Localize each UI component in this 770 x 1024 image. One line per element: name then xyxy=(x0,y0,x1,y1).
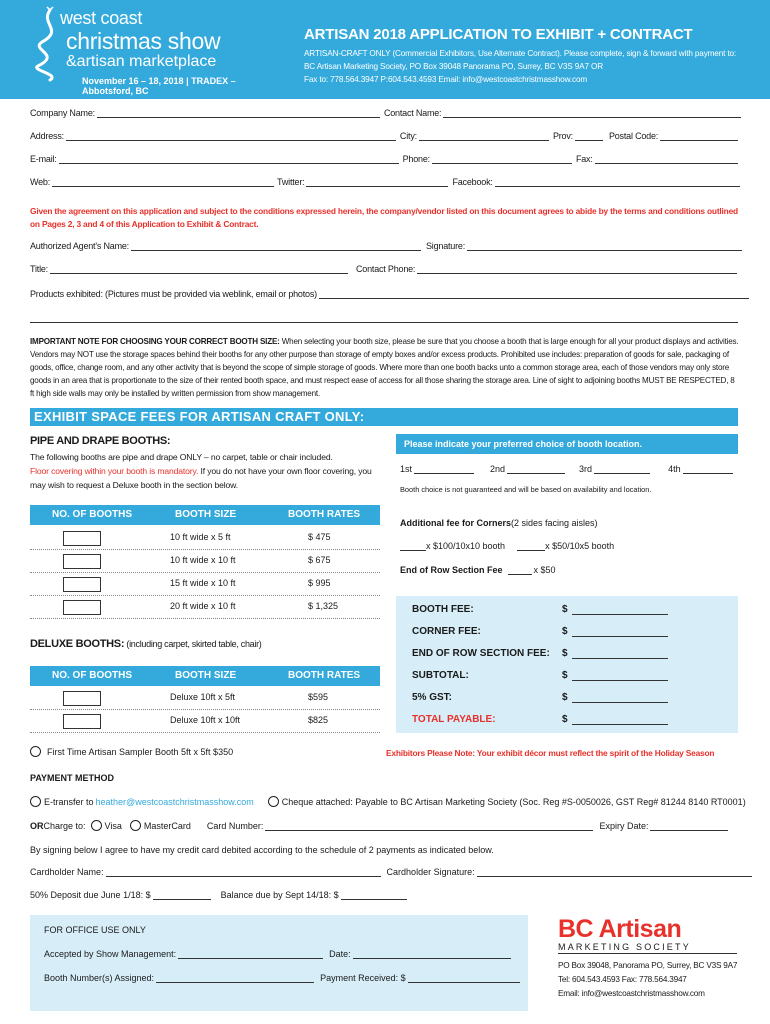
city-label: City: xyxy=(399,131,417,141)
booth-fee-label: BOOTH FEE: xyxy=(412,604,474,615)
products-row xyxy=(30,289,749,299)
col-booth-size: BOOTH SIZE xyxy=(175,509,237,520)
col-num-booths: NO. OF BOOTHS xyxy=(52,509,132,520)
table-row xyxy=(30,527,380,550)
payment-received-label: Payment Received: $ xyxy=(320,973,406,983)
logo-line-3: &artisan marketplace xyxy=(66,53,217,70)
end-row-fee-row xyxy=(400,565,556,575)
end-row-fee-field[interactable] xyxy=(572,658,668,659)
instructions-line-3: Fax to: 778.564.3947 P:604.543.4593 Email: info@westcoastchristmasshow.com xyxy=(304,75,588,84)
address-row xyxy=(30,131,738,141)
booth-numbers-label: Booth Number(s) Assigned: xyxy=(44,973,155,983)
logo-line-2: christmas show xyxy=(66,28,221,54)
booth-rate: $ 475 xyxy=(308,532,331,542)
corner-fee-row xyxy=(412,626,732,637)
deluxe-title-text: DELUXE BOOTHS: xyxy=(30,638,125,650)
cheque-label: Cheque attached: Payable to BC Artisan Marketing Society (Soc. Reg #S-0050026, GST Reg# 81244 8140 RT0001) xyxy=(281,797,746,807)
title-field[interactable] xyxy=(50,264,348,274)
corner-fee-label: CORNER FEE: xyxy=(412,626,481,637)
corner-10x10-label: x $100/10x10 booth xyxy=(426,541,506,551)
cardholder-name-label: Cardholder Name: xyxy=(30,867,104,877)
authorized-agent-label: Authorized Agent's Name: xyxy=(30,241,129,251)
end-row-fee-label: END OF ROW SECTION FEE: xyxy=(412,648,550,659)
sampler-booth-label: First Time Artisan Sampler Booth 5ft x 5ft $350 xyxy=(47,747,234,757)
postal-code-field[interactable] xyxy=(660,131,738,141)
email-row xyxy=(30,154,738,164)
dollar-sign: $ xyxy=(562,692,568,703)
cardholder-name-field[interactable] xyxy=(106,867,381,877)
deposit-field[interactable] xyxy=(153,890,211,900)
page-title: ARTISAN 2018 APPLICATION TO EXHIBIT + CONTRACT xyxy=(304,26,693,43)
corner-10x5-label: x $50/10x5 booth xyxy=(545,541,615,551)
web-field[interactable] xyxy=(52,177,274,187)
pipe-drape-title: PIPE AND DRAPE BOOTHS: xyxy=(30,435,171,447)
third-choice-label: 3rd xyxy=(579,464,593,474)
office-row-2 xyxy=(44,973,520,983)
bc-artisan-contact xyxy=(558,959,737,1001)
contact-name-field[interactable] xyxy=(443,108,741,118)
fourth-choice-field[interactable] xyxy=(683,464,733,474)
col-booth-rates: BOOTH RATES xyxy=(288,509,361,520)
table-row xyxy=(30,687,380,710)
etransfer-radio[interactable] xyxy=(30,796,41,807)
date-label: Date: xyxy=(329,949,351,959)
authorized-agent-field[interactable] xyxy=(131,241,421,251)
bc-artisan-subtitle: MARKETING SOCIETY xyxy=(558,942,737,954)
card-number-label: Card Number: xyxy=(206,821,264,831)
office-title: FOR OFFICE USE ONLY xyxy=(44,925,146,935)
card-number-field[interactable] xyxy=(265,821,593,831)
dollar-sign: $ xyxy=(562,648,568,659)
first-choice-label: 1st xyxy=(400,464,413,474)
booth-size: 10 ft wide x 10 ft xyxy=(170,555,236,565)
payment-method-title: PAYMENT METHOD xyxy=(30,773,115,783)
pipe-text-2: If you do not have your own floor covering, you may wish to request a Deluxe booth in the section below. xyxy=(30,466,372,490)
agent-row xyxy=(30,241,742,251)
fax-field[interactable] xyxy=(595,154,738,164)
show-logo xyxy=(20,4,280,94)
end-row-value: x $50 xyxy=(533,565,556,575)
sampler-booth-row xyxy=(30,746,233,757)
email-label: E-mail: xyxy=(30,154,57,164)
corners-row xyxy=(400,518,598,528)
visa-radio[interactable] xyxy=(91,820,102,831)
corners-label: Additional fee for Corners xyxy=(400,518,512,528)
twitter-label: Twitter: xyxy=(277,177,305,187)
fax-label: Fax: xyxy=(575,154,593,164)
total-payable-field[interactable] xyxy=(572,724,668,725)
booth-fee-field[interactable] xyxy=(572,614,668,615)
booth-size: 10 ft wide x 5 ft xyxy=(170,532,231,542)
fourth-choice-label: 4th xyxy=(668,464,681,474)
cardholder-signature-field[interactable] xyxy=(477,867,752,877)
booth-qty-input[interactable] xyxy=(63,554,101,569)
consent-text: By signing below I agree to have my credit card debited according to the schedule of 2 payments as indicated below. xyxy=(30,845,494,855)
sampler-booth-radio[interactable] xyxy=(30,746,41,757)
booth-rate: $ 995 xyxy=(308,578,331,588)
balance-field[interactable] xyxy=(341,890,407,900)
show-dates: November 16 – 18, 2018 | TRADEX – Abbotsford, BC xyxy=(82,76,236,96)
table-row xyxy=(30,710,380,733)
accepted-label: Accepted by Show Management: xyxy=(44,949,177,959)
booth-qty-input[interactable] xyxy=(63,600,101,615)
corners-sub: (2 sides facing aisles) xyxy=(511,518,598,528)
company-name-label: Company Name: xyxy=(30,108,95,118)
products-row-2 xyxy=(30,313,738,323)
agreement-text: Given the agreement on this application and subject to the conditions expressed herein, the company/vendor listed on this document agrees to abide by the terms and conditions outlined on Pages 2, 3 and 4 of this Application to Exhibit & Contract. xyxy=(30,206,738,229)
booth-fee-row xyxy=(412,604,732,615)
address-label: Address: xyxy=(30,131,64,141)
table-row xyxy=(30,596,380,619)
bc-email: Email: info@westcoastchristmasshow.com xyxy=(558,989,705,998)
balance-label: Balance due by Sept 14/18: $ xyxy=(220,890,339,900)
booth-preference-bar: Please indicate your preferred choice of booth location. xyxy=(396,434,738,454)
web-label: Web: xyxy=(30,177,51,187)
booth-size: Deluxe 10ft x 5ft xyxy=(170,692,236,702)
deposit-row xyxy=(30,890,407,900)
prov-label: Prov: xyxy=(552,131,573,141)
header-banner xyxy=(0,0,770,99)
preference-disclaimer: Booth choice is not guaranteed and will be based on availability and location. xyxy=(400,485,652,494)
bc-artisan-logo xyxy=(558,915,737,1001)
facebook-label: Facebook: xyxy=(452,177,493,187)
dollar-sign: $ xyxy=(562,670,568,681)
corner-10x10-field[interactable] xyxy=(400,541,426,551)
gst-row xyxy=(412,692,732,703)
holiday-decor-note: Exhibitors Please Note: Your exhibit décor must reflect the spirit of the Holiday Season xyxy=(386,748,715,758)
instructions-line-2: BC Artisan Marketing Society, PO Box 39048 Panorama PO, Surrey, BC V3S 9A7 OR xyxy=(304,62,603,71)
bc-address: PO Box 39048, Panorama PO, Surrey, BC V3S 9A7 xyxy=(558,961,738,970)
booth-size: 20 ft wide x 10 ft xyxy=(170,601,236,611)
deposit-label: 50% Deposit due June 1/18: $ xyxy=(30,890,151,900)
subtotal-field[interactable] xyxy=(572,680,668,681)
booth-qty-input[interactable] xyxy=(63,531,101,546)
phone-label: Phone: xyxy=(402,154,430,164)
bc-artisan-title: BC Artisan xyxy=(558,915,682,943)
booth-qty-input[interactable] xyxy=(63,577,101,592)
title-label: Title: xyxy=(30,264,48,274)
dollar-sign: $ xyxy=(562,626,568,637)
col-num-booths: NO. OF BOOTHS xyxy=(52,670,132,681)
end-row-label: End of Row Section Fee xyxy=(400,565,503,575)
fee-summary-box xyxy=(396,596,738,733)
etransfer-email-link[interactable]: heather@westcoastchristmasshow.com xyxy=(95,797,254,807)
twitter-field[interactable] xyxy=(306,177,448,187)
table-row xyxy=(30,550,380,573)
credit-card-row xyxy=(30,820,728,831)
col-booth-rates: BOOTH RATES xyxy=(288,670,361,681)
logo-line-1: west coast xyxy=(60,8,143,28)
note-body: When selecting your booth size, please be sure that you choose a booth that is large enough for all your product displays and activities. Vendors may NOT use the storage spaces behind their booths for any other purpose than storage of empty boxes and/or excess products. Prohibited use includes: preparation of goods for sale, packaging of goods, office, change room, and any other activity that is beyond the scope of simple storage of goods. Where more than one booth backs unto a common storage area, each of those vendors may only store goods in an area that is proportionate to the size of their rented booth space, and must respect ease of access for all those sharing the storage area. Line of sight to adjoining booths MUST BE RESPECTED, 8 ft high side walls may only be installed by written permission from show management. xyxy=(30,337,739,398)
booth-rate: $ 675 xyxy=(308,555,331,565)
expiry-field[interactable] xyxy=(650,821,728,831)
company-name-field[interactable] xyxy=(97,108,380,118)
deluxe-title xyxy=(30,638,261,650)
products-label: Products exhibited: (Pictures must be provided via weblink, email or photos) xyxy=(30,289,317,299)
corner-fee-field[interactable] xyxy=(572,636,668,637)
email-field[interactable] xyxy=(59,154,399,164)
contact-phone-label: Contact Phone: xyxy=(355,264,416,274)
cardholder-signature-label: Cardholder Signature: xyxy=(386,867,475,877)
booth-size-note xyxy=(30,335,740,400)
second-choice-field[interactable] xyxy=(507,464,565,474)
title-row xyxy=(30,264,737,274)
note-heading: IMPORTANT NOTE FOR CHOOSING YOUR CORRECT BOOTH SIZE: xyxy=(30,337,280,346)
dollar-sign: $ xyxy=(562,714,568,725)
postal-code-label: Postal Code: xyxy=(608,131,659,141)
products-field-2[interactable] xyxy=(30,313,738,323)
contact-name-label: Contact Name: xyxy=(383,108,442,118)
dollar-sign: $ xyxy=(562,604,568,615)
city-field[interactable] xyxy=(419,131,549,141)
preference-row xyxy=(400,464,733,474)
gst-field[interactable] xyxy=(572,702,668,703)
instructions-line-1: ARTISAN-CRAFT ONLY (Commercial Exhibitors, Use Alternate Contract). Please complete, sign & forward with payment to: xyxy=(304,49,737,58)
pipe-table-header xyxy=(30,505,380,525)
company-row xyxy=(30,108,741,118)
booth-qty-input[interactable] xyxy=(63,691,101,706)
date-field[interactable] xyxy=(353,949,511,959)
phone-field[interactable] xyxy=(432,154,572,164)
cardholder-row xyxy=(30,867,752,877)
subtotal-row xyxy=(412,670,732,681)
accepted-field[interactable] xyxy=(178,949,323,959)
subtotal-label: SUBTOTAL: xyxy=(412,670,469,681)
total-payable-row xyxy=(412,714,732,725)
booth-size: Deluxe 10ft x 10ft xyxy=(170,715,241,725)
bc-tel-fax: Tel: 604.543.4593 Fax: 778.564.3947 xyxy=(558,975,687,984)
cheque-radio[interactable] xyxy=(268,796,279,807)
mastercard-radio[interactable] xyxy=(130,820,141,831)
booth-rate: $ 1,325 xyxy=(308,601,339,611)
address-field[interactable] xyxy=(66,131,396,141)
office-row-1 xyxy=(44,949,511,959)
gst-label: 5% GST: xyxy=(412,692,453,703)
visa-label: Visa xyxy=(104,821,122,831)
contact-phone-field[interactable] xyxy=(417,264,737,274)
booth-numbers-field[interactable] xyxy=(156,973,314,983)
col-booth-size: BOOTH SIZE xyxy=(175,670,237,681)
payment-received-field[interactable] xyxy=(408,973,520,983)
pipe-text-1: The following booths are pipe and drape ONLY – no carpet, table or chair included. xyxy=(30,452,333,462)
charge-to-label: Charge to: xyxy=(43,821,86,831)
expiry-label: Expiry Date: xyxy=(599,821,649,831)
first-choice-field[interactable] xyxy=(414,464,474,474)
deluxe-subtitle: (including carpet, skirted table, chair) xyxy=(124,639,262,649)
products-field[interactable] xyxy=(319,289,749,299)
booth-qty-input[interactable] xyxy=(63,714,101,729)
end-row-field[interactable] xyxy=(508,565,532,575)
second-choice-label: 2nd xyxy=(490,464,506,474)
exhibit-fees-bar: EXHIBIT SPACE FEES FOR ARTISAN CRAFT ONLY: xyxy=(30,408,738,426)
third-choice-field[interactable] xyxy=(594,464,650,474)
booth-size: 15 ft wide x 10 ft xyxy=(170,578,236,588)
header-instructions xyxy=(304,47,754,86)
payment-options-row xyxy=(30,796,746,807)
corner-10x5-field[interactable] xyxy=(517,541,545,551)
pipe-drape-text xyxy=(30,450,380,492)
pipe-text-mandatory: Floor covering within your booth is mandatory. xyxy=(30,466,199,476)
etransfer-label: E-transfer to xyxy=(44,797,94,807)
web-row xyxy=(30,177,740,187)
signature-label: Signature: xyxy=(425,241,466,251)
corner-options-row xyxy=(400,541,614,551)
office-use-box xyxy=(30,915,528,1011)
deluxe-table-header xyxy=(30,666,380,686)
table-row xyxy=(30,573,380,596)
or-label: OR xyxy=(30,821,44,831)
signature-field[interactable] xyxy=(467,241,742,251)
prov-field[interactable] xyxy=(575,131,603,141)
total-payable-label: TOTAL PAYABLE: xyxy=(412,714,496,725)
mastercard-label: MasterCard xyxy=(143,821,191,831)
end-row-section-fee-row xyxy=(412,648,732,659)
booth-rate: $825 xyxy=(308,715,329,725)
booth-rate: $595 xyxy=(308,692,329,702)
facebook-field[interactable] xyxy=(495,177,740,187)
